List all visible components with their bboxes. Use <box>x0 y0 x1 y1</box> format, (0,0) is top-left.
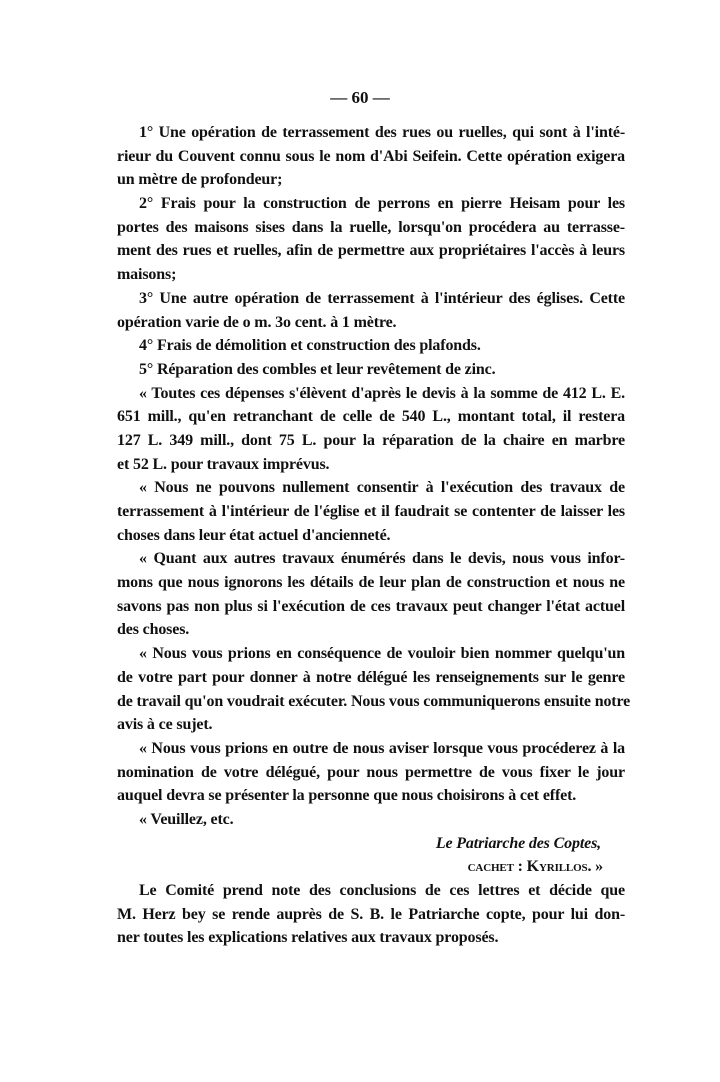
text-line: opération varie de o m. 3o cent. à 1 mètre. <box>117 313 397 331</box>
paragraph <box>117 382 625 477</box>
text-line: 1° Une opération de terrassement des rues ou ruelles, qui sont à l'inté- <box>139 124 625 141</box>
paragraph <box>117 192 625 287</box>
text-line: ment des rues et ruelles, afin de permettre aux propriétaires l'accès à leurs <box>117 242 625 260</box>
text-line: un mètre de profondeur; <box>117 171 283 189</box>
text-line: terrassement à l'intérieur de l'église et il faudrait se contenter de laisser les <box>117 503 625 520</box>
text-line: savons pas non plus si l'exécution de ces travaux peut changer l'état actuel <box>117 597 625 615</box>
text-line: Le Comité prend note des conclusions de ces lettres et décide que <box>139 882 625 899</box>
text-line: mons que nous ignorons les détails de leur plan de construction et nous ne <box>117 574 625 592</box>
signature-title <box>117 832 625 856</box>
text-line: M. Herz bey se rende auprès de S. B. le Patriarche copte, pour lui don- <box>117 905 625 923</box>
text-line: « Veuillez, etc. <box>139 810 234 828</box>
text-line: et 52 L. pour travaux imprévus. <box>117 455 330 473</box>
body-text <box>117 121 631 950</box>
text-line: « Quant aux autres travaux énumérés dans le devis, nous vous infor- <box>139 550 625 568</box>
text-line: de votre part pour donner à notre délégué les renseignements sur le genre <box>117 668 625 686</box>
text-line: 5° Réparation des combles et leur revêtement de zinc. <box>139 360 496 378</box>
text-line: auquel devra se présenter la personne que nous choisirons à cet effet. <box>117 787 577 805</box>
paragraph <box>117 808 625 832</box>
page-number: — 60 — <box>330 88 390 107</box>
text-line: choses dans leur état actuel d'ancienneté. <box>117 526 391 544</box>
text-line: « Toutes ces dépenses s'élèvent d'après le devis à la somme de 412 L. E. <box>139 384 625 402</box>
text-line: 2° Frais pour la construction de perrons en pierre Heisam pour les <box>139 195 625 213</box>
paragraph <box>117 879 625 950</box>
text-line: « Nous vous prions en conséquence de vouloir bien nommer quelqu'un <box>139 645 625 663</box>
paragraph <box>117 358 625 382</box>
text-line: cachet : Kyrillos. » <box>467 858 603 876</box>
text-line: « Nous ne pouvons nullement consentir à l'exécution des travaux de <box>139 479 625 497</box>
text-line: 127 L. 349 mill., dont 75 L. pour la réparation de la chaire en marbre <box>117 431 625 449</box>
text-line: Le Patriarche des Coptes, <box>435 834 601 852</box>
text-line: portes des maisons sises dans la ruelle, lorsqu'on procédera au terrasse- <box>117 218 625 236</box>
text-line: avis à ce sujet. <box>117 716 213 734</box>
text-line: 4° Frais de démolition et construction des plafonds. <box>139 337 481 355</box>
paragraph <box>117 476 625 547</box>
paragraph <box>117 737 625 808</box>
text-line: 651 mill., qu'en retranchant de celle de 540 L., montant total, il restera <box>117 408 625 426</box>
text-line: nomination de votre délégué, pour nous permettre de vous fixer le jour <box>117 763 625 781</box>
text-line: 3° Une autre opération de terrassement à l'intérieur des églises. Cette <box>139 289 625 307</box>
paragraph <box>117 547 625 642</box>
text-line: maisons; <box>117 266 177 284</box>
text-line: des choses. <box>117 621 190 639</box>
text-line: ner toutes les explications relatives aux travaux proposés. <box>117 929 499 947</box>
paragraph <box>117 334 625 358</box>
paragraph <box>117 642 631 737</box>
text-line: de travail qu'on voudrait exécuter. Nous vous communiquerons ensuite notre <box>117 692 631 710</box>
paragraph <box>117 287 625 334</box>
paragraph <box>117 121 625 192</box>
text-line: rieur du Couvent connu sous le nom d'Abi Seifein. Cette opération exigera <box>117 147 625 165</box>
text-line: « Nous vous prions en outre de nous aviser lorsque vous procéderez à la <box>139 739 625 757</box>
signature-seal <box>117 855 625 879</box>
